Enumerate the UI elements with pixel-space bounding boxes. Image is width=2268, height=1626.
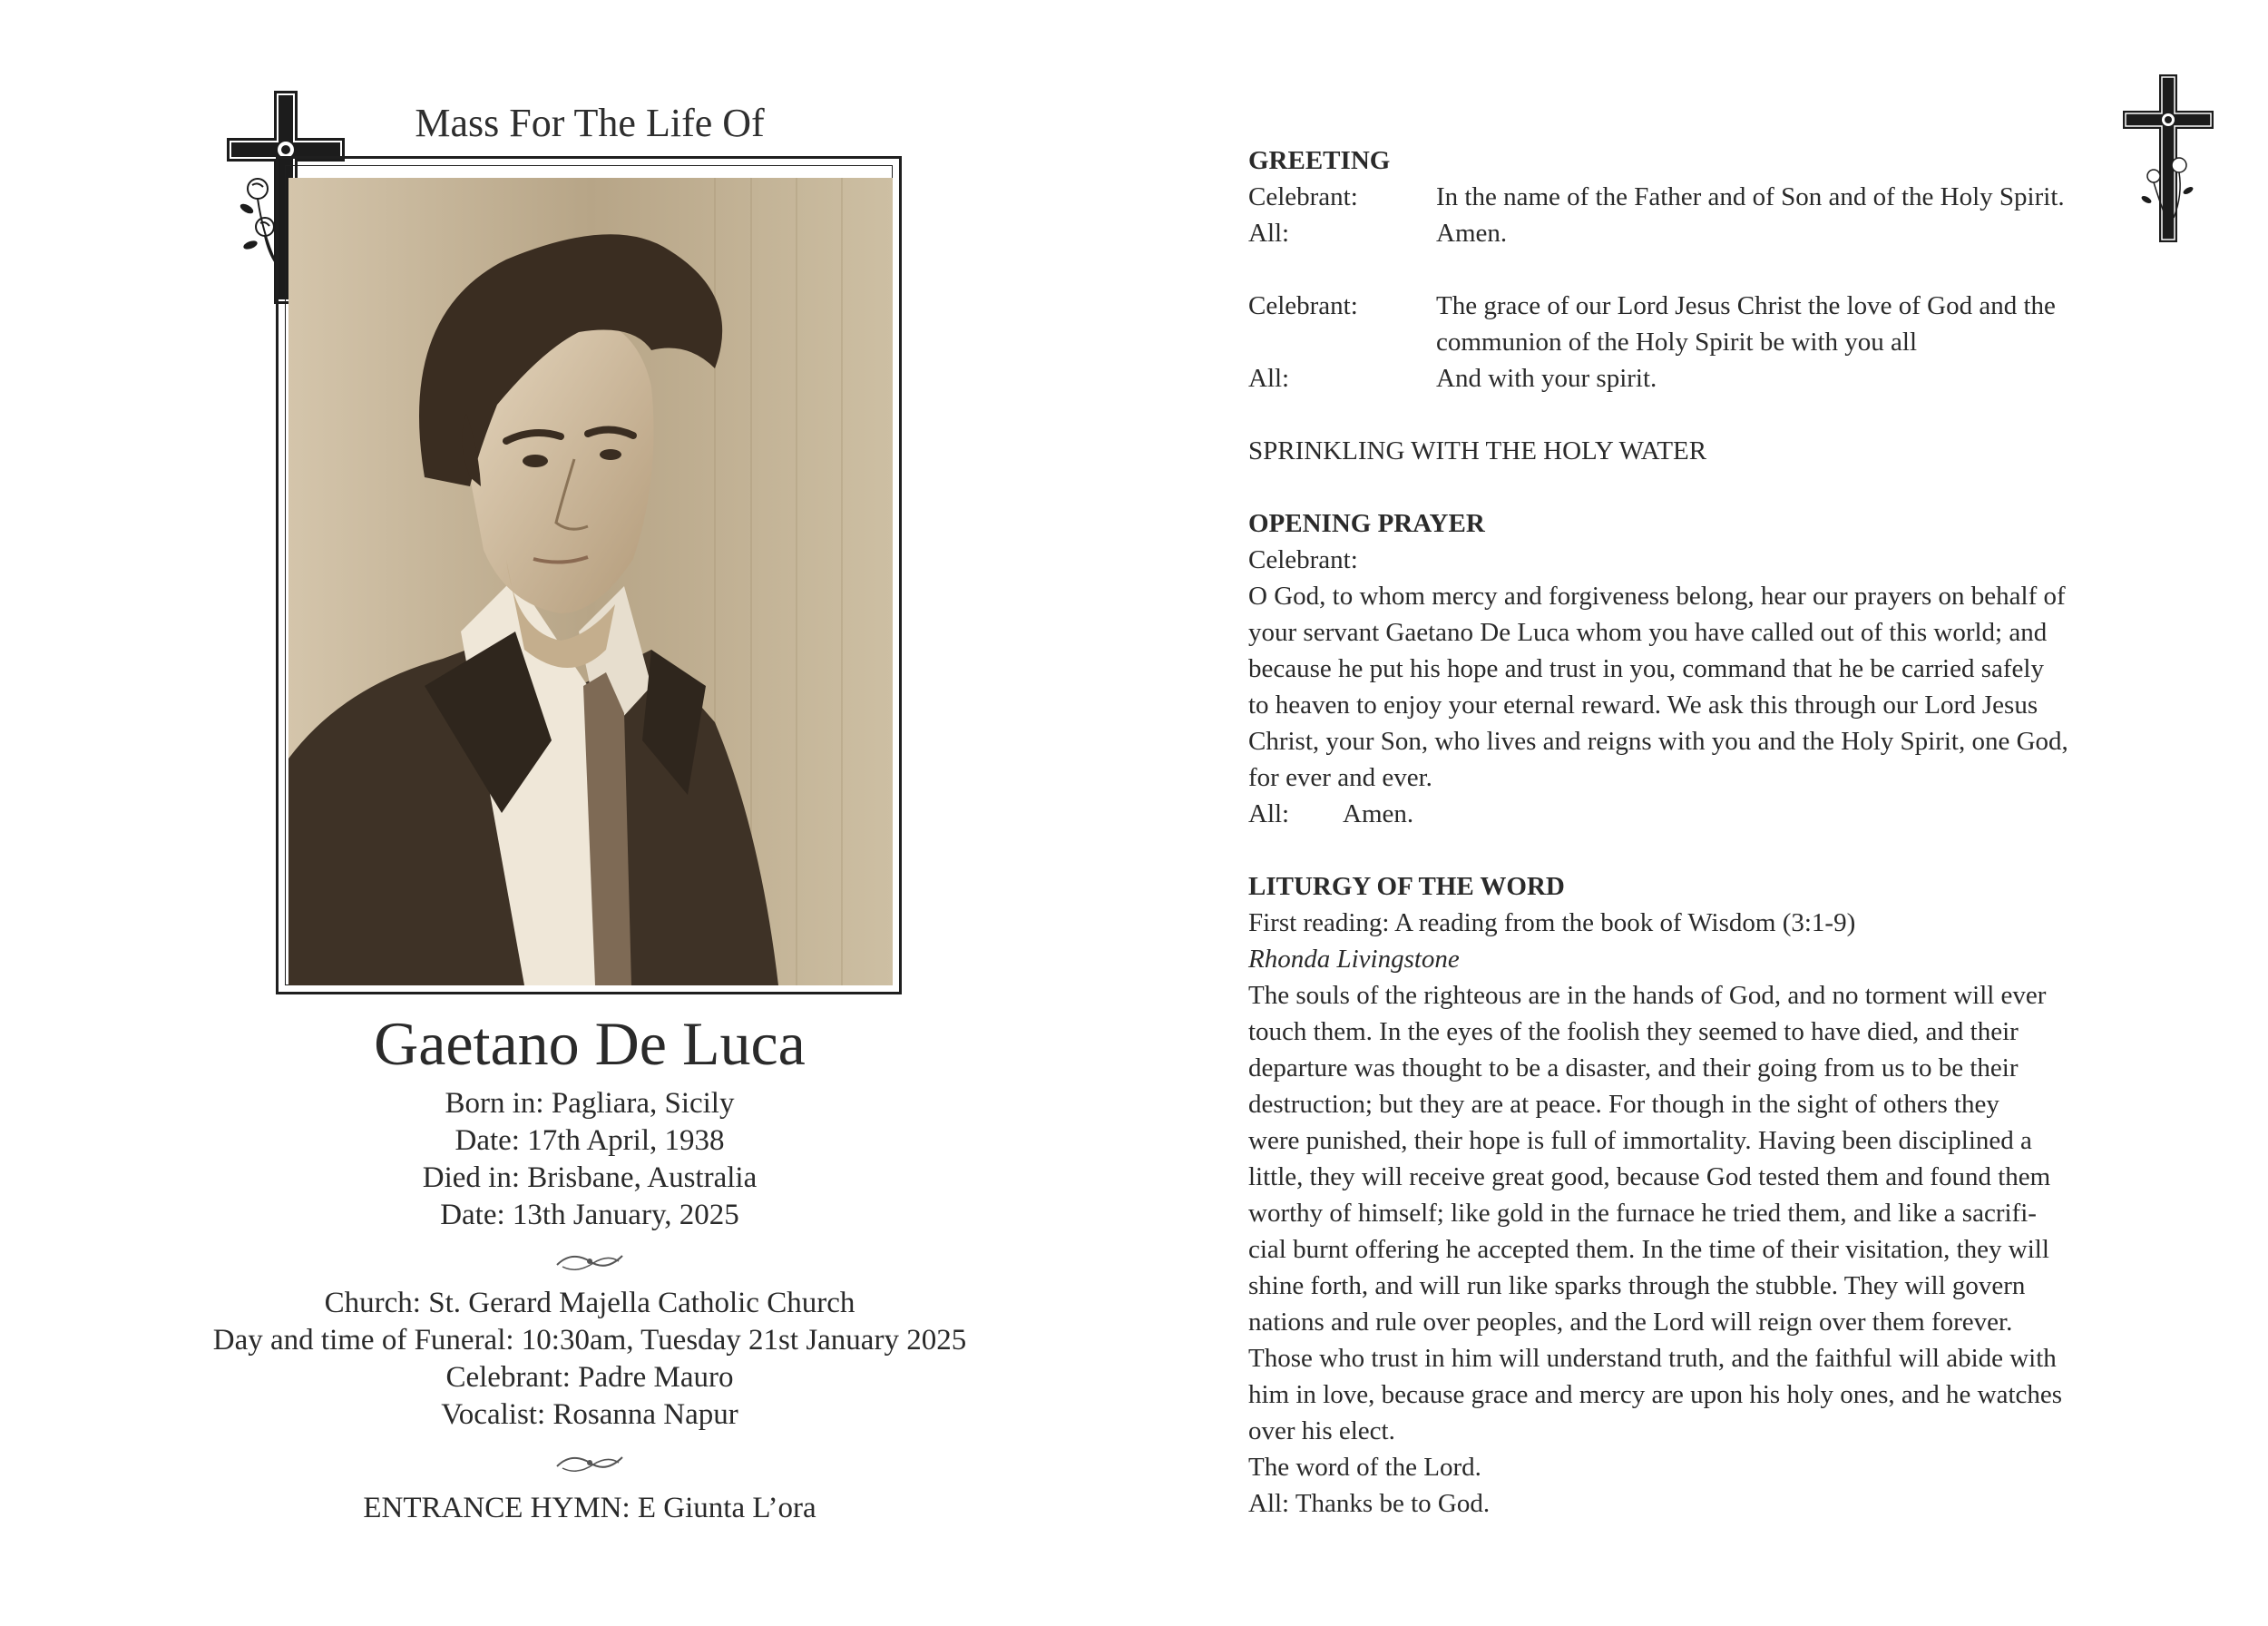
prayer-response xyxy=(1248,796,2156,832)
first-reading-title: First reading: A reading from the book of Wisdom (3:1-9) xyxy=(1248,908,1856,937)
speaker: All: xyxy=(1248,799,1290,828)
dialogue-row xyxy=(1248,288,2156,324)
prayer-line: to heaven to enjoy your eternal reward. We ask this through our Lord Jesus xyxy=(1248,691,2038,720)
speaker: Celebrant: xyxy=(1248,291,1358,320)
flourish-divider-icon xyxy=(553,1247,626,1276)
reading-response: All: Thanks be to God. xyxy=(1248,1489,1491,1518)
mass-title: Mass For The Life Of xyxy=(415,101,765,145)
funeral-time: Day and time of Funeral: 10:30am, Tuesday 21st January 2025 xyxy=(212,1324,967,1357)
line: The grace of our Lord Jesus Christ the love of God and the xyxy=(1436,291,2056,320)
vocalist: Vocalist: Rosanna Napur xyxy=(441,1398,738,1431)
line: And with your spirit. xyxy=(1436,364,1657,393)
greeting-section xyxy=(1248,142,2156,1522)
reading-line: worthy of himself; like gold in the furnace he tried them, and like a sacrifi- xyxy=(1248,1199,2037,1228)
opening-prayer-speaker: Celebrant: xyxy=(1248,545,1358,574)
speaker xyxy=(1248,324,1436,360)
death-date: Date: 13th January, 2025 xyxy=(440,1199,739,1231)
speaker: All: xyxy=(1248,219,1290,248)
reading-line: were punished, their hope is full of immortality. Having been disciplined a xyxy=(1248,1126,2032,1155)
birth-date: Date: 17th April, 1938 xyxy=(455,1124,725,1157)
liturgy-heading: LITURGY OF THE WORD xyxy=(1248,872,1565,901)
dialogue-row xyxy=(1248,360,2156,397)
speaker: Celebrant: xyxy=(1248,182,1358,211)
church: Church: St. Gerard Majella Catholic Church xyxy=(324,1287,855,1319)
reader-name: Rhonda Livingstone xyxy=(1248,945,1460,974)
reading-line: destruction; but they are at peace. For though in the sight of others they xyxy=(1248,1090,1999,1119)
entrance-hymn: ENTRANCE HYMN: E Giunta L’ora xyxy=(363,1492,816,1524)
line: In the name of the Father and of Son and of the Holy Spirit. xyxy=(1436,182,2065,211)
reading-line: Those who trust in him will understand truth, and the faithful will abide with xyxy=(1248,1344,2057,1373)
birth-death-details xyxy=(272,1085,907,1234)
reading-line: nations and rule over peoples, and the Lord will reign over them forever. xyxy=(1248,1308,2013,1337)
flourish-divider-icon xyxy=(553,1448,626,1477)
reading-line: over his elect. xyxy=(1248,1416,1395,1445)
reading-closing: The word of the Lord. xyxy=(1248,1453,1481,1482)
line: communion of the Holy Spirit be with you all xyxy=(1436,328,1918,357)
reading-line: little, they will receive great good, because God tested them and found them xyxy=(1248,1162,2051,1191)
dialogue-row xyxy=(1248,324,2156,360)
opening-prayer-heading: OPENING PRAYER xyxy=(1248,509,1485,538)
dialogue-row xyxy=(1248,215,2156,251)
sprinkling-heading: SPRINKLING WITH THE HOLY WATER xyxy=(1248,436,1707,465)
speaker: All: xyxy=(1248,364,1290,393)
celebrant: Celebrant: Padre Mauro xyxy=(445,1361,734,1394)
reading-line: touch them. In the eyes of the foolish they seemed to have died, and their xyxy=(1248,1017,2019,1046)
reading-line: shine forth, and will run like sparks through the stubble. They will govern xyxy=(1248,1271,2026,1300)
prayer-line: because he put his hope and trust in you, command that he be carried safely xyxy=(1248,654,2044,683)
prayer-line: your servant Gaetano De Luca whom you have called out of this world; and xyxy=(1248,618,2048,647)
reading-line: departure was thought to be a disaster, and their going from us to be their xyxy=(1248,1053,2019,1082)
line: Amen. xyxy=(1436,219,1508,248)
deceased-name: Gaetano De Luca xyxy=(374,1009,806,1078)
greeting-heading: GREETING xyxy=(1248,146,1391,175)
birthplace: Born in: Pagliara, Sicily xyxy=(445,1087,735,1120)
reading-line: cial burnt offering he accepted them. In the time of their visitation, they will xyxy=(1248,1235,2049,1264)
dialogue-row xyxy=(1248,179,2156,215)
portrait-photo xyxy=(288,178,893,985)
funeral-details xyxy=(136,1285,1043,1434)
death-place: Died in: Brisbane, Australia xyxy=(422,1161,758,1194)
reading-text xyxy=(1248,977,2146,1449)
prayer-line: O God, to whom mercy and forgiveness belong, hear our prayers on behalf of xyxy=(1248,582,2066,611)
reading-line: him in love, because grace and mercy are upon his holy ones, and he watches xyxy=(1248,1380,2063,1409)
line: Amen. xyxy=(1343,799,1414,828)
prayer-line: Christ, your Son, who lives and reigns with you and the Holy Spirit, one God, xyxy=(1248,727,2068,756)
opening-prayer-text xyxy=(1248,578,2146,796)
reading-line: The souls of the righteous are in the hands of God, and no torment will ever xyxy=(1248,981,2047,1010)
prayer-line: for ever and ever. xyxy=(1248,763,1432,792)
